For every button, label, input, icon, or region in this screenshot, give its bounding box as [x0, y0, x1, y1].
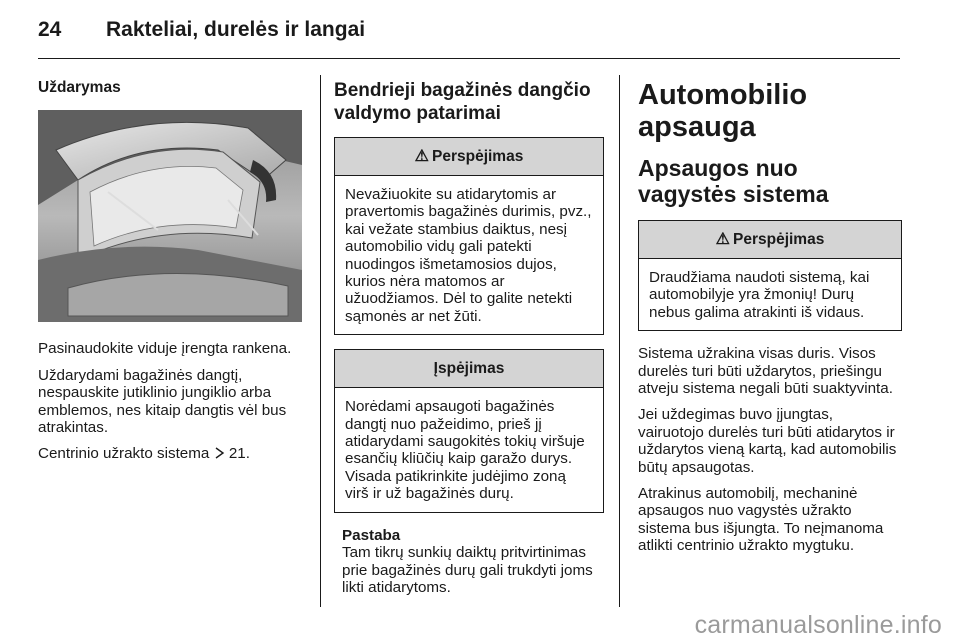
security-paragraph-3: Atrakinus automobilį, mechaninė apsaugos nuo vagystės užrakto sistema bus išjungta. To neįmanoma atlikti centrinio užrakto mygtuku.	[638, 485, 884, 555]
closing-heading: Uždarymas	[38, 79, 121, 96]
caution-body: Norėdami apsaugoti bagažinės dangtį nuo pažeidimo, prieš jį atidarydami saugokitės tokių viršuje esančių kliūčių kaip garažo durys. Visada patikrinkite judėjimo zoną virš ir už bagažinės durų.	[345, 398, 585, 503]
warning-body: Nevažiuokite su atidarytomis ar pravertomis bagažinės durimis, pvz., kai vežate stambius daiktus, nesį automobilio vidų gali patekti nuodingos išmetamosios dujos, kurios nėra matomos ar užuodžiamos. Dėl to galite netekti sąmonės ar net žūti.	[345, 186, 592, 325]
column-closing	[38, 79, 306, 472]
column-divider-2	[619, 75, 620, 607]
warning-box-occupants	[638, 220, 902, 331]
security-paragraph-1: Sistema užrakina visas duris. Visos durelės turi būti uždarytos, priešingu atveju sistema negali būti suaktyvinta.	[638, 345, 893, 398]
warning-triangle-icon: ⚠	[715, 230, 730, 248]
closing-instruction-1: Pasinaudokite viduje įrengta rankena.	[38, 340, 292, 358]
security-paragraph-2: Jei uždegimas buvo įjungtas, vairuotojo durelės turi būti atidarytos ir uždarytos vieną kartą, kad automobilis būtų apsaugotas.	[638, 406, 897, 476]
page-reference-arrow-icon	[214, 447, 225, 459]
central-lock-reference	[38, 445, 306, 462]
column-vehicle-security	[638, 79, 902, 564]
page-number: 24	[38, 18, 62, 41]
caution-box-obstacles	[334, 349, 604, 512]
vehicle-security-heading: Automobilio apsauga	[638, 79, 808, 143]
warning-box-exhaust	[334, 137, 604, 335]
note-body: Tam tikrų sunkių daiktų pritvirtinimas prie bagažinės durų gali trukdyti joms likti atidarytoms.	[342, 544, 593, 596]
tailgate-tips-heading: Bendrieji bagažinės dangčio valdymo patarimai	[334, 80, 591, 124]
chapter-title: Rakteliai, durelės ir langai	[106, 18, 366, 41]
central-lock-page: 21.	[228, 445, 250, 463]
caution-title: Įspėjimas	[433, 360, 505, 378]
warning-box-header	[639, 221, 901, 259]
central-lock-text: Centrinio užrakto sistema	[38, 445, 210, 463]
car-tailgate-interior-handle-photo	[38, 110, 302, 322]
warning-title: Perspėjimas	[432, 147, 524, 165]
caution-box-header	[335, 350, 603, 388]
closing-instruction-2: Uždarydami bagažinės dangtį, nespauskite jutiklinio jungiklio arba emblemos, nes kitaip dangtis vėl bus atrakintas.	[38, 366, 287, 437]
column-divider-1	[320, 75, 321, 607]
anti-theft-subheading: Apsaugos nuo vagystės sistema	[638, 155, 829, 207]
warning-body: Draudžiama naudoti sistemą, kai automobilyje yra žmonių! Durų nebus galima atrakinti iš vidaus.	[649, 269, 870, 321]
warning-title: Perspėjimas	[733, 230, 825, 248]
watermark: carmanualsonline.info	[694, 611, 942, 639]
warning-triangle-icon: ⚠	[414, 147, 429, 165]
note-title: Pastaba	[342, 526, 401, 544]
warning-box-header	[335, 138, 603, 176]
header-rule	[38, 58, 900, 59]
column-tailgate-tips	[334, 79, 604, 596]
